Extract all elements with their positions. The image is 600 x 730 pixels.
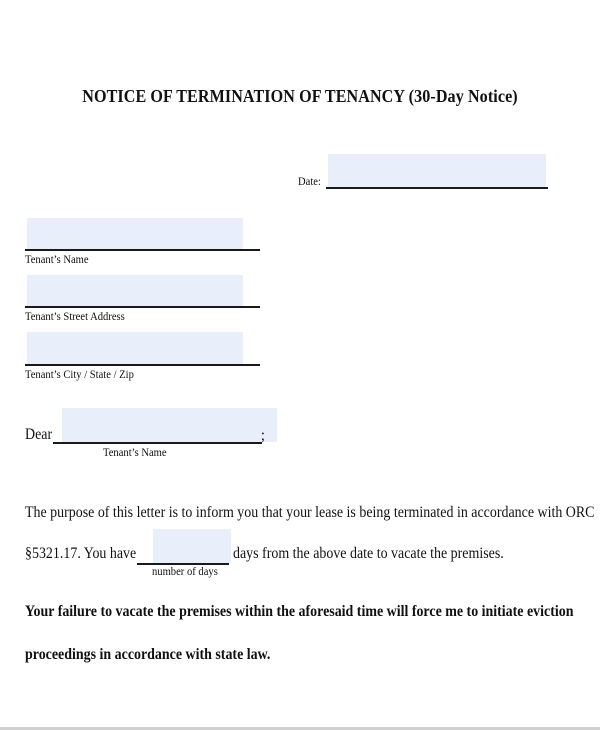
date-field[interactable] — [328, 154, 546, 188]
days-field[interactable] — [153, 529, 231, 563]
date-label: Date: — [298, 176, 321, 188]
days-underline — [137, 563, 229, 565]
dear-name-underline — [53, 442, 262, 444]
city-state-zip-underline — [25, 364, 260, 366]
dear-semicolon: ; — [261, 427, 265, 444]
street-address-label: Tenant’s Street Address — [25, 311, 125, 323]
street-address-field[interactable] — [27, 275, 243, 307]
tenant-name-label: Tenant’s Name — [25, 254, 89, 266]
dear-name-field[interactable] — [62, 408, 277, 442]
purpose-paragraph-line2-suffix: days from the above date to vacate the premises. — [233, 545, 504, 562]
tenant-name-underline — [25, 249, 260, 251]
dear-label: Dear — [25, 426, 53, 443]
dear-caption: Tenant’s Name — [103, 447, 167, 459]
purpose-paragraph-line1: The purpose of this letter is to inform you that your lease is being terminated in accordance with ORC — [25, 504, 595, 521]
street-address-underline — [25, 306, 260, 308]
tenant-name-field[interactable] — [27, 218, 243, 250]
purpose-paragraph-line2-prefix: §5321.17. You have — [25, 545, 137, 562]
date-underline — [326, 187, 548, 189]
warning-line2: proceedings in accordance with state law. — [25, 646, 271, 663]
days-caption: number of days — [152, 566, 218, 578]
city-state-zip-label: Tenant’s City / State / Zip — [25, 369, 134, 381]
document-title: NOTICE OF TERMINATION OF TENANCY (30-Day Notice) — [82, 86, 518, 106]
city-state-zip-field[interactable] — [27, 332, 243, 364]
warning-line1: Your failure to vacate the premises within the aforesaid time will force me to initiate eviction — [25, 603, 574, 620]
